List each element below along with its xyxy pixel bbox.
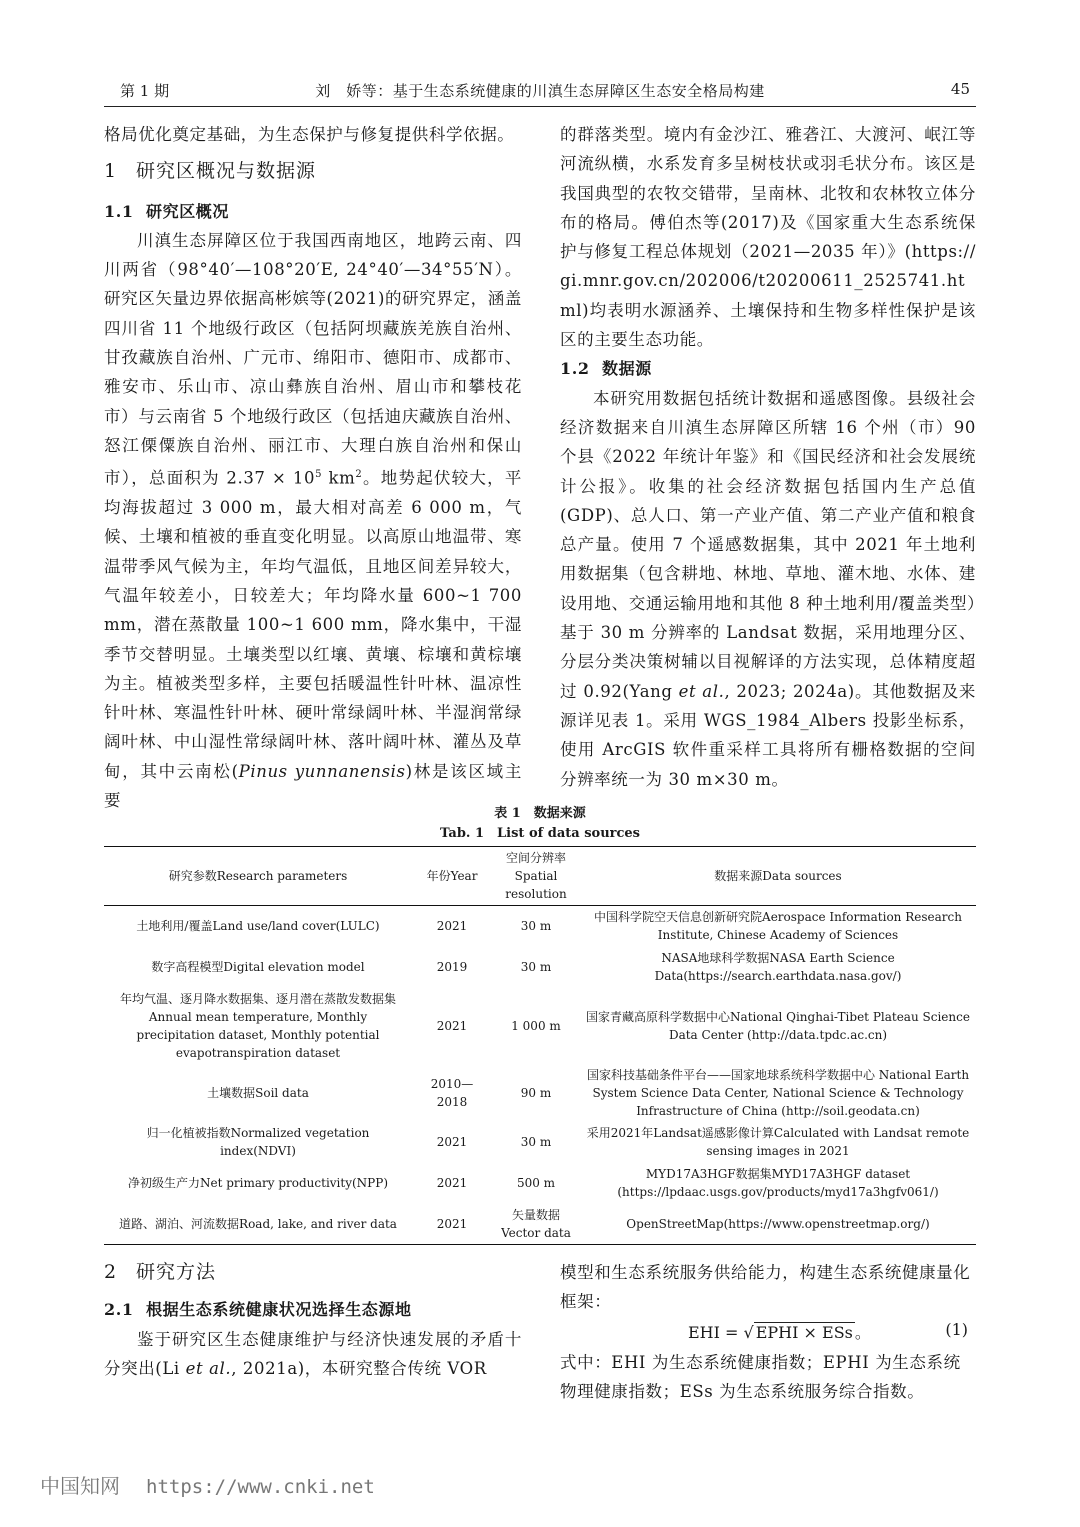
study-area-paragraph-cont: 的群落类型。境内有金沙江、雅砻江、大渡河、岷江等河流纵横，水系发育多呈树枝状或羽毛状分布。该区是我国典型的农牧交错带，呈南林、北牧和农林牧立体分布的格局。傅伯杰等(2017)及《国家重大生态系统保护与修复工程总体规划（2021—2035 年）》(https://gi.mnr.gov.cn/202006/t20200611_2525741.html)均表明水源涵养、土壤保持和生物多样性保护是该区的主要生态功能。	[560, 125, 976, 350]
cell-source: 采用2021年Landsat遥感影像计算Calculated with Landsat remote sensing images in 2021	[586, 1126, 970, 1158]
table-row	[104, 1163, 976, 1204]
header-res-en1: Spatial	[514, 869, 558, 883]
table-row	[104, 1122, 976, 1163]
cell-res: 30 m	[520, 960, 552, 974]
paragraph-text: , 2021a)，本研究整合传统 VOR	[231, 1358, 487, 1378]
equation-lhs: EHI = √	[688, 1323, 754, 1342]
section-heading-2	[104, 1258, 522, 1287]
paragraph-text: 鉴于研究区生态健康维护与经济快速发展的矛盾十分突出(Li	[104, 1329, 522, 1378]
paragraph-text: 本研究用数据包括统计数据和遥感图像。县级社会经济数据来自川滇生态屏障区所辖 16 个州（市）90 个县《2022 年统计年鉴》和《国民经济和社会发展统计公报》。收集的社会经济数据包括国内生产总值(GDP)、总人口、第一产业产值、第二产业产值和粮食总产量。使用 7 个遥感数据集，其中 2021 年土地利用数据集（包含耕地、林地、草地、灌木地、水体、建设用地、交通运输用地和其他 8 种土地利用/覆盖类型）基于 30 m 分辨率的 Landsat 数据，采用地理分区、分层分类决策树辅以目视解译的方法实现，总体精度超过 0.92(Yang	[560, 388, 976, 701]
cell-param: 道路、湖泊、河流数据Road, lake, and river data	[119, 1216, 397, 1231]
paragraph-text: 。地势起伏较大，平均海拔超过 3 000 m，最大相对高差 6 000 m，气候、土壤和植被的垂直变化明显。以高原山地温带、寒温带季风气候为主，年均气温低，且地区间差异较大，气温年较差小，日较差大；年均降水量 600~1 700 mm，潜在蒸散量 100~1 600 mm，降水集中，干湿季节交替明显。土壤类型以红壤、黄壤、棕壤和黄棕壤为主。植被类型多样，主要包括暖温性针叶林、温凉性针叶林、寒温性针叶林、硬叶常绿阔叶林、半湿润常绿阔叶林、中山湿性常绿阔叶林、落叶阔叶林、灌丛及草甸，其中云南松(	[104, 468, 522, 781]
header-rule	[104, 106, 976, 107]
cell-year: 2019	[436, 960, 468, 974]
left-column	[104, 120, 522, 815]
paragraph-text: , 2023; 2024a)。其他数据及来源详见表 1。采用 WGS_1984_Albers 投影坐标系，使用 ArcGIS 软件重采样工具将所有栅格数据的空间分辨率统一为 30 m×30 m。	[560, 681, 976, 789]
subsection-title: 研究区概况	[146, 201, 230, 221]
superscript: 2	[355, 469, 363, 481]
right-column	[560, 120, 976, 794]
header-param: 研究参数Research parameters	[168, 869, 348, 883]
cell-param: 归一化植被指数Normalized vegetation index(NDVI)	[146, 1126, 370, 1158]
cell-param: 年均气温、逐月降水数据集、逐月潜在蒸散发数据集 Annual mean temperature, Monthly precipitation dataset, Monthly potential evapotranspiration dataset	[119, 991, 396, 1060]
table-row	[104, 906, 976, 947]
header-source: 数据来源Data sources	[714, 869, 842, 883]
table-row	[104, 1064, 976, 1122]
section-heading-1	[104, 157, 522, 186]
table-caption-en: Tab. 1 List of data sources	[439, 826, 641, 841]
equation-expression	[688, 1320, 871, 1343]
et-al: et al.	[185, 1358, 232, 1378]
cell-param: 净初级生产力Net primary productivity(NPP)	[127, 1176, 389, 1190]
equation-note-text: 式中：EHI 为生态系统健康指数；EPHI 为生态系统物理健康指数；ESs 为生态系统服务综合指数。	[560, 1353, 961, 1402]
table-row	[104, 947, 976, 988]
cell-res: 30 m	[520, 919, 552, 934]
subsection-heading-1-2	[560, 354, 976, 383]
subsection-heading-2-1	[104, 1295, 522, 1324]
cell-year: 2021	[436, 1135, 468, 1149]
et-al: et al.	[678, 681, 725, 701]
paragraph-text: )林是该区域主要	[104, 761, 522, 811]
cell-res: 500 m	[516, 1176, 556, 1190]
superscript: 5	[315, 469, 323, 481]
cell-source: 中国科学院空天信息创新研究院Aerospace Information Research Institute, Chinese Academy of Sciences	[594, 910, 962, 943]
subsection-number: 1.1	[104, 201, 134, 221]
data-source-paragraph	[560, 384, 976, 794]
subsection-heading-1-1	[104, 197, 522, 226]
equation-radicand: EPHI × ESs	[755, 1323, 853, 1342]
table-caption-cn: 表 1 数据来源	[494, 806, 586, 821]
method-paragraph-cont: 模型和生态系统服务供给能力，构建生态系统健康量化框架：	[560, 1263, 971, 1312]
cell-year: 2021	[436, 1018, 468, 1033]
equation-1	[560, 1318, 976, 1346]
header-resolution	[492, 847, 580, 906]
section2-right	[560, 1258, 976, 1317]
cell-res: 1 000 m	[511, 1018, 561, 1033]
cell-res: 矢量数据 Vector data	[501, 1207, 571, 1240]
subsection-title: 根据生态系统健康状况选择生态源地	[146, 1300, 412, 1320]
table-header-row	[104, 847, 976, 906]
cnki-watermark	[40, 1470, 375, 1499]
header-res-en2: resolution	[505, 887, 567, 901]
study-area-paragraph	[104, 226, 522, 815]
cell-year: 2021	[436, 1216, 468, 1231]
cell-source: NASA地球科学数据NASA Earth Science Data(https://search.earthdata.nasa.gov/)	[654, 951, 902, 983]
species-name: Pinus yunnanensis	[238, 761, 406, 781]
cell-source: OpenStreetMap(https://www.openstreetmap.org/)	[626, 1216, 930, 1231]
cell-res: 90 m	[520, 1085, 552, 1100]
section-title: 研究方法	[136, 1261, 217, 1283]
header-year: 年份Year	[426, 869, 478, 883]
issue-label: 第 1 期	[120, 82, 170, 100]
section-number: 1	[104, 160, 118, 183]
cell-year: 2010—2018	[430, 1076, 474, 1109]
cell-source: 国家青藏高原科学数据中心National Qinghai-Tibet Plateau Science Data Center (http://data.tpdc.ac.cn)	[586, 1009, 970, 1042]
section-number: 2	[104, 1261, 118, 1283]
running-header	[104, 78, 976, 104]
cell-param: 数字高程模型Digital elevation model	[151, 960, 365, 974]
subsection-title: 数据源	[602, 359, 652, 379]
header-res-cn: 空间分辨率	[505, 851, 566, 865]
running-title: 刘 娇等：基于生态系统健康的川滇生态屏障区生态安全格局构建	[315, 82, 765, 100]
equation-note	[560, 1348, 976, 1407]
subsection-number: 1.2	[560, 359, 590, 379]
table-row	[104, 1204, 976, 1245]
paragraph-text: km	[322, 468, 356, 488]
cell-source: 国家科技基础条件平台——国家地球系统科学数据中心 National Earth System Science Data Center, National Science & Technology Infrastructure of China (http://soil.geodata.cn)	[586, 1067, 970, 1118]
cell-year: 2021	[436, 919, 468, 934]
data-sources-table	[104, 846, 976, 1245]
table-row	[104, 988, 976, 1064]
paragraph-text: 川滇生态屏障区位于我国西南地区，地跨云南、四川两省（98°40′—108°20′E, 24°40′—34°55′N）。研究区矢量边界依据高彬嫔等(2021)的研究界定，涵盖四川省 11 个地级行政区（包括阿坝藏族羌族自治州、甘孜藏族自治州、广元市、绵阳市、德阳市、成都市、雅安市、乐山市、凉山彝族自治州、眉山市和攀枝花市）与云南省 5 个地级行政区（包括迪庆藏族自治州、怒江傈僳族自治州、丽江市、大理白族自治州和保山市），总面积为 2.37 × 10	[104, 230, 522, 488]
equation-number: (1)	[945, 1320, 968, 1339]
method-paragraph	[104, 1325, 522, 1384]
cell-source: MYD17A3HGF数据集MYD17A3HGF dataset (https://lpdaac.usgs.gov/products/myd17a3hgfv061/)	[617, 1167, 939, 1199]
cell-year: 2021	[436, 1176, 468, 1190]
watermark-brand: 中国知网	[40, 1474, 120, 1498]
continued-text: 格局优化奠定基础，为生态保护与修复提供科学依据。	[104, 125, 515, 144]
section-title: 研究区概况与数据源	[136, 160, 317, 183]
section2-left	[104, 1258, 522, 1383]
subsection-number: 2.1	[104, 1300, 134, 1320]
equation-end: 。	[854, 1323, 871, 1342]
cell-res: 30 m	[520, 1135, 552, 1149]
cell-param: 土壤数据Soil data	[207, 1085, 309, 1100]
cell-param: 土地利用/覆盖Land use/land cover(LULC)	[136, 919, 380, 934]
watermark-url: https://www.cnki.net	[146, 1476, 375, 1498]
page-number: 45	[950, 80, 970, 98]
